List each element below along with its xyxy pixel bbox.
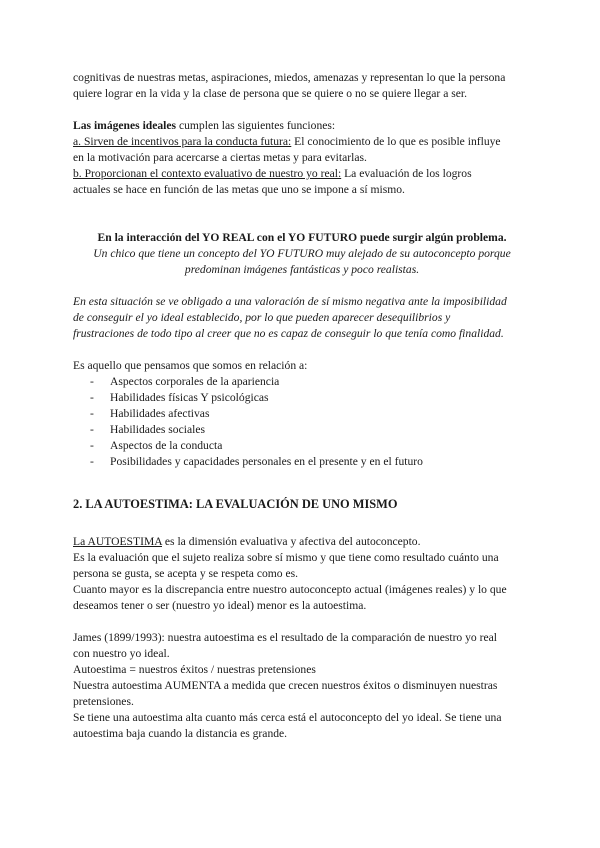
- formula-line: Autoestima = nuestros éxitos / nuestras pretensiones: [73, 663, 316, 676]
- james-paragraph: [73, 630, 531, 742]
- list-item-text: Posibilidades y capacidades personales en el presente y en el futuro: [110, 455, 423, 468]
- page-content: [73, 70, 531, 742]
- list-item: [73, 406, 531, 422]
- situation-paragraph: [73, 294, 531, 342]
- dash-marker: -: [90, 439, 94, 452]
- list-item: [73, 374, 531, 390]
- list-item-text: Habilidades físicas Y psicológicas: [110, 391, 269, 404]
- section-heading: 2. LA AUTOESTIMA: LA EVALUACIÓN DE UNO MISMO: [73, 497, 398, 511]
- text-span: es la dimensión evaluativa y afectiva del autoconcepto.: [162, 535, 421, 548]
- dash-marker: -: [90, 407, 94, 420]
- list-item-text: Aspectos de la conducta: [110, 439, 223, 452]
- list-item: [73, 422, 531, 438]
- text-line: autoestima baja cuando la distancia es grande.: [73, 727, 288, 740]
- dash-marker: -: [90, 375, 94, 388]
- text-line: actuales se hace en función de las metas que uno se impone a sí mismo.: [73, 183, 405, 196]
- text-line: persona se gusta, se acepta y se respeta como es.: [73, 567, 299, 580]
- list-item: [73, 438, 531, 454]
- underlined-term: La AUTOESTIMA: [73, 535, 162, 548]
- text-line: con nuestro yo ideal.: [73, 647, 170, 660]
- self-concept-list: [73, 374, 531, 470]
- text-line: Es la evaluación que el sujeto realiza sobre sí mismo y que tiene como resultado cuánto una: [73, 551, 499, 564]
- bold-term: Las imágenes ideales: [73, 119, 177, 132]
- function-b-label: b. Proporcionan el contexto evaluativo de nuestro yo real:: [73, 167, 342, 180]
- list-item: [73, 390, 531, 406]
- dash-marker: -: [90, 455, 94, 468]
- text-span: El conocimiento de lo que es posible influye: [291, 135, 501, 148]
- text-line: pretensiones.: [73, 695, 134, 708]
- list-item-text: Habilidades afectivas: [110, 407, 210, 420]
- text-line: frustraciones de todo tipo al creer que no es capaz de conseguir lo que tenía como finalidad.: [73, 327, 504, 340]
- interaction-title: En la interacción del YO REAL con el YO FUTURO puede surgir algún problema.: [97, 231, 507, 244]
- text-line: predominan imágenes fantásticas y poco realistas.: [184, 263, 420, 276]
- text-line: En esta situación se ve obligado a una valoración de sí mismo negativa ante la imposibilidad: [73, 295, 507, 308]
- text-line: Nuestra autoestima AUMENTA a medida que crecen nuestros éxitos o disminuyen nuestras: [73, 679, 498, 692]
- text-line: de conseguir el yo ideal establecido, por lo que pueden aparecer desequilibrios y: [73, 311, 451, 324]
- text-line: Un chico que tiene un concepto del YO FUTURO muy alejado de su autoconcepto porque: [93, 247, 511, 260]
- text-line: James (1899/1993): nuestra autoestima es el resultado de la comparación de nuestro yo real: [73, 631, 497, 644]
- text-span: La evaluación de los logros: [341, 167, 472, 180]
- list-item-text: Habilidades sociales: [110, 423, 205, 436]
- list-item-text: Aspectos corporales de la apariencia: [110, 375, 280, 388]
- functions-paragraph: [73, 118, 531, 198]
- autoestima-definition: [73, 534, 531, 614]
- function-a-label: a. Sirven de incentivos para la conducta futura:: [73, 135, 292, 148]
- text-line: deseamos tener o ser (nuestro yo ideal) menor es la autoestima.: [73, 599, 367, 612]
- text-line: cognitivas de nuestras metas, aspiraciones, miedos, amenazas y representan lo que la persona: [73, 71, 506, 84]
- dash-marker: -: [90, 423, 94, 436]
- example-paragraph: [73, 246, 531, 278]
- text-line: Se tiene una autoestima alta cuanto más cerca está el autoconcepto del yo ideal. Se tiene una: [73, 711, 502, 724]
- paragraph-continuation: [73, 70, 531, 102]
- list-intro: Es aquello que pensamos que somos en relación a:: [73, 359, 308, 372]
- text-line: en la motivación para acercarse a ciertas metas y para evitarlas.: [73, 151, 367, 164]
- list-item: [73, 454, 531, 470]
- text-span: cumplen las siguientes funciones:: [176, 119, 336, 132]
- text-line: Cuanto mayor es la discrepancia entre nuestro autoconcepto actual (imágenes reales) y lo que: [73, 583, 507, 596]
- text-line: quiere lograr en la vida y la clase de persona que se quiere o no se quiere llegar a ser.: [73, 87, 468, 100]
- dash-marker: -: [90, 391, 94, 404]
